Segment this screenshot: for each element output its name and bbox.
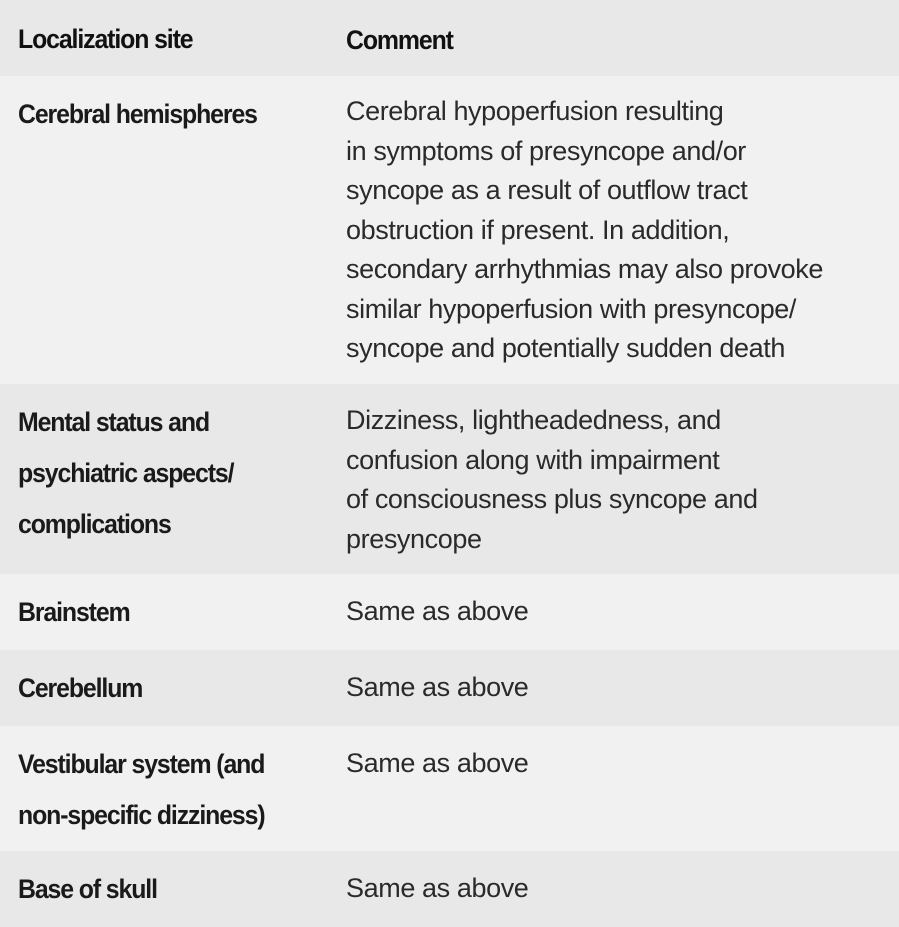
row-comment: Cerebral hypoperfusion resulting in symptoms of presyncope and/or syncope as a result of outflow tract obstruction if present. In addition, secondary arrhythmias may also provoke similar hypoperfusion with presyncope/ syncope and potentially sudden death (346, 96, 824, 363)
row-site: Mental status and psychiatric aspects/ complications (18, 407, 234, 539)
row-comment: Same as above (346, 672, 529, 702)
row-comment: Dizziness, lightheadedness, and confusion along with impairment of consciousness plus syncope and presyncope (346, 405, 758, 554)
header-localization-site: Localization site (18, 24, 193, 54)
row-comment: Same as above (346, 596, 529, 626)
table-row (0, 650, 899, 726)
table-row (0, 76, 899, 384)
table-row (0, 726, 899, 851)
row-site: Cerebral hemispheres (18, 99, 257, 129)
row-comment: Same as above (346, 873, 529, 903)
header-comment: Comment (346, 25, 453, 55)
row-site: Vestibular system (and non-specific dizziness) (18, 749, 265, 830)
table-header-row (0, 0, 899, 76)
row-site: Brainstem (18, 597, 130, 627)
row-comment: Same as above (346, 748, 529, 778)
table-row (0, 574, 899, 650)
table-row (0, 851, 899, 927)
row-site: Base of skull (18, 874, 157, 904)
table-row (0, 384, 899, 574)
row-site: Cerebellum (18, 673, 143, 703)
